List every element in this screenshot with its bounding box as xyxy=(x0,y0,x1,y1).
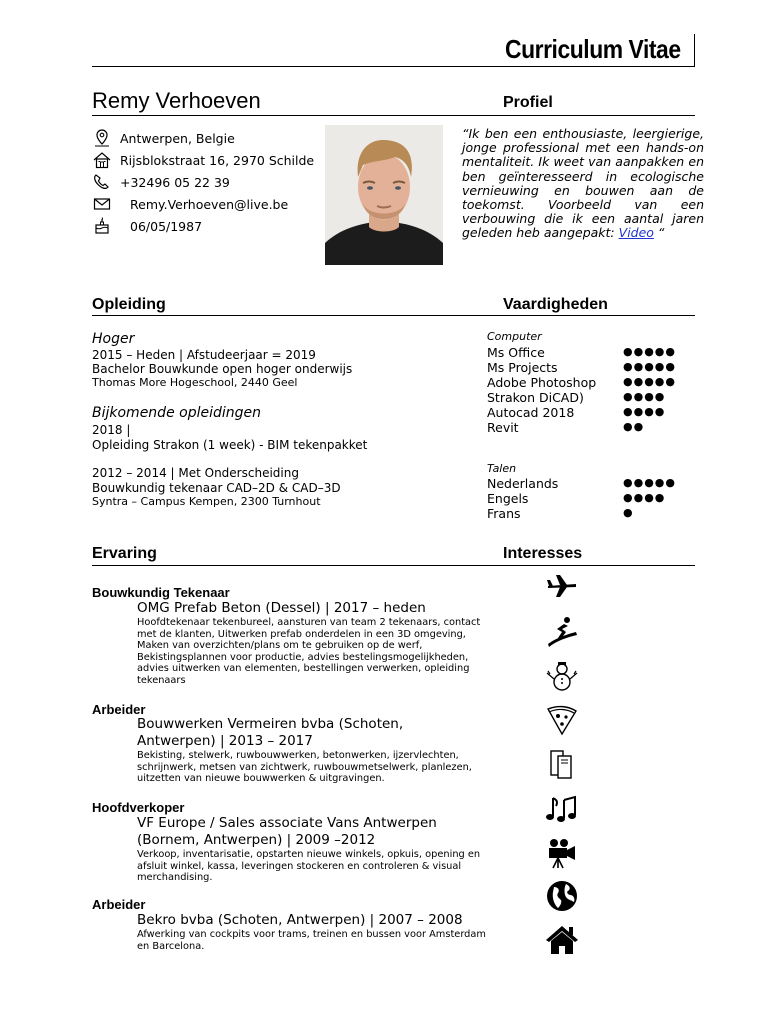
education-extra-line4: Bouwkundig tekenaar CAD–2D & CAD–3D xyxy=(92,481,341,495)
contact-phone xyxy=(92,171,230,193)
location-text: Antwerpen, Belgie xyxy=(120,130,235,146)
snowman-icon xyxy=(544,658,580,694)
education-heading: Opleiding xyxy=(92,296,166,313)
phone-text: +32496 05 22 39 xyxy=(120,174,230,190)
skills-languages-levels xyxy=(623,476,676,521)
language-item: Engels xyxy=(487,491,529,506)
job-title: Arbeider xyxy=(92,702,146,717)
language-level-dots: ● xyxy=(623,506,634,519)
experience-rule xyxy=(92,565,695,566)
education-extra-line5: Syntra – Campus Kempen, 2300 Turnhout xyxy=(92,495,321,508)
skills-computer-label: Computer xyxy=(487,330,542,343)
language-item: Nederlands xyxy=(487,476,559,491)
experience-heading: Ervaring xyxy=(92,545,157,562)
contact-address xyxy=(92,149,314,171)
education-hoger-line3: Thomas More Hogeschool, 2440 Geel xyxy=(92,376,298,389)
skill-level-dots: ●●●●● xyxy=(623,360,676,373)
skill-item: Revit xyxy=(487,420,519,435)
skill-level-dots: ●●●● xyxy=(623,405,666,418)
job-description: Bekisting, stelwerk, ruwbouwwerken, betonwerken, ijzervlechten, schrijnwerk, metsen van zichtwerk, ruwbouwmetselwerk, planlezen, uitzetten van nieuwe bouwwerken & uitgravingen. xyxy=(137,750,472,785)
location-pin-icon xyxy=(92,128,112,148)
skill-item: Ms Projects xyxy=(487,360,558,375)
birthday-cake-icon xyxy=(92,216,112,236)
profile-body: “Ik ben een enthousiaste, leergierige, jonge professional met een hands-on mentaliteit. Ik weet van aanpakken en ben geïnteresseerd in ecologische vernieuwing en bouwen aan de toekomst. Voorbeeld van een verbouwing die ik een aantal jaren geleden heb aangepakt: xyxy=(462,126,704,241)
job-description: Afwerking van cockpits voor trams, treinen en bussen voor Amsterdam en Barcelona. xyxy=(137,929,486,952)
skill-level-dots: ●● xyxy=(623,420,645,433)
education-extra-line1: 2018 | xyxy=(92,423,131,437)
skills-languages-label: Talen xyxy=(487,462,517,475)
education-rule xyxy=(92,315,695,316)
job-title: Hoofdverkoper xyxy=(92,800,185,815)
contact-email xyxy=(92,193,288,215)
music-notes-icon xyxy=(544,790,580,826)
skill-item: Adobe Photoshop xyxy=(487,375,597,390)
skills-languages-list xyxy=(487,476,558,521)
job-description: Hoofdtekenaar tekenbureel, aansturen van team 2 tekenaars, contact met de klanten, Uitwerken prefab onderdelen in een 3D omgeving, Maken van overzichten/plans om te gebruiken op de werf, Bekistingsplannen voor productie, advies bestelingsmogelijkheden, advies uitwerken van elementen, bestellingen verwerken, opleiding tekenaars xyxy=(137,617,481,686)
education-hoger-line2: Bachelor Bouwkunde open hoger onderwijs xyxy=(92,362,353,376)
language-item: Frans xyxy=(487,506,521,521)
job-company: OMG Prefab Beton (Dessel) | 2017 – heden xyxy=(137,600,426,616)
contact-location xyxy=(92,127,235,149)
education-hoger-label: Hoger xyxy=(92,331,135,347)
education-extra-line3: 2012 – 2014 | Met Onderscheiding xyxy=(92,466,299,480)
skill-level-dots: ●●●●● xyxy=(623,375,676,388)
profile-close-quote: “ xyxy=(657,225,665,241)
job-company: Bouwwerken Vermeiren bvba (Schoten, Antwerpen) | 2013 – 2017 xyxy=(137,716,404,749)
skills-computer-list xyxy=(487,345,596,435)
job-company: VF Europe / Sales associate Vans Antwerpen (Bornem, Antwerpen) | 2009 –2012 xyxy=(137,815,437,848)
skill-item: Autocad 2018 xyxy=(487,405,575,420)
envelope-icon xyxy=(92,194,112,214)
profile-photo xyxy=(325,125,443,265)
interest-icons xyxy=(544,568,580,958)
header-rule xyxy=(92,66,695,67)
education-hoger-line1: 2015 – Heden | Afstudeerjaar = 2019 xyxy=(92,348,316,362)
skill-level-dots: ●●●● xyxy=(623,390,666,403)
text-cursor xyxy=(694,34,695,66)
interests-heading: Interesses xyxy=(503,545,583,562)
phone-icon xyxy=(92,172,112,192)
airplane-icon xyxy=(544,568,580,604)
job-description: Verkoop, inventarisatie, opstarten nieuwe winkels, opkuis, opening en afsluit winkel, kassa, leveringen stockeren en controleren & visual merchandising. xyxy=(137,849,481,884)
skills-computer-levels xyxy=(623,345,676,435)
profile-text xyxy=(462,127,704,241)
profile-heading: Profiel xyxy=(503,94,553,111)
video-link[interactable]: Video xyxy=(618,225,654,241)
snowboard-icon xyxy=(544,614,580,650)
skill-item: Strakon DiCAD) xyxy=(487,390,584,405)
skills-heading: Vaardigheden xyxy=(503,296,608,313)
name-rule xyxy=(92,115,695,116)
skill-item: Ms Office xyxy=(487,345,545,360)
pizza-icon xyxy=(544,702,580,738)
education-extra-label: Bijkomende opleidingen xyxy=(92,405,261,421)
birthdate-text: 06/05/1987 xyxy=(130,218,203,234)
job-company: Bekro bvba (Schoten, Antwerpen) | 2007 – 2008 xyxy=(137,912,463,928)
language-level-dots: ●●●●● xyxy=(623,476,676,489)
document-title: Curriculum Vitae xyxy=(505,34,681,64)
house-icon xyxy=(544,922,580,958)
contact-birthdate xyxy=(92,215,202,237)
person-name: Remy Verhoeven xyxy=(92,88,261,113)
email-text[interactable]: Remy.Verhoeven@live.be xyxy=(130,196,289,212)
video-camera-icon xyxy=(544,834,580,870)
books-icon xyxy=(544,746,580,782)
house-outline-icon xyxy=(92,150,112,170)
skill-level-dots: ●●●●● xyxy=(623,345,676,358)
education-extra-line2: Opleiding Strakon (1 week) - BIM tekenpakket xyxy=(92,438,368,452)
globe-icon xyxy=(544,878,580,914)
language-level-dots: ●●●● xyxy=(623,491,666,504)
job-title: Arbeider xyxy=(92,897,146,912)
job-title: Bouwkundig Tekenaar xyxy=(92,585,230,600)
address-text: Rijsblokstraat 16, 2970 Schilde xyxy=(120,152,315,168)
